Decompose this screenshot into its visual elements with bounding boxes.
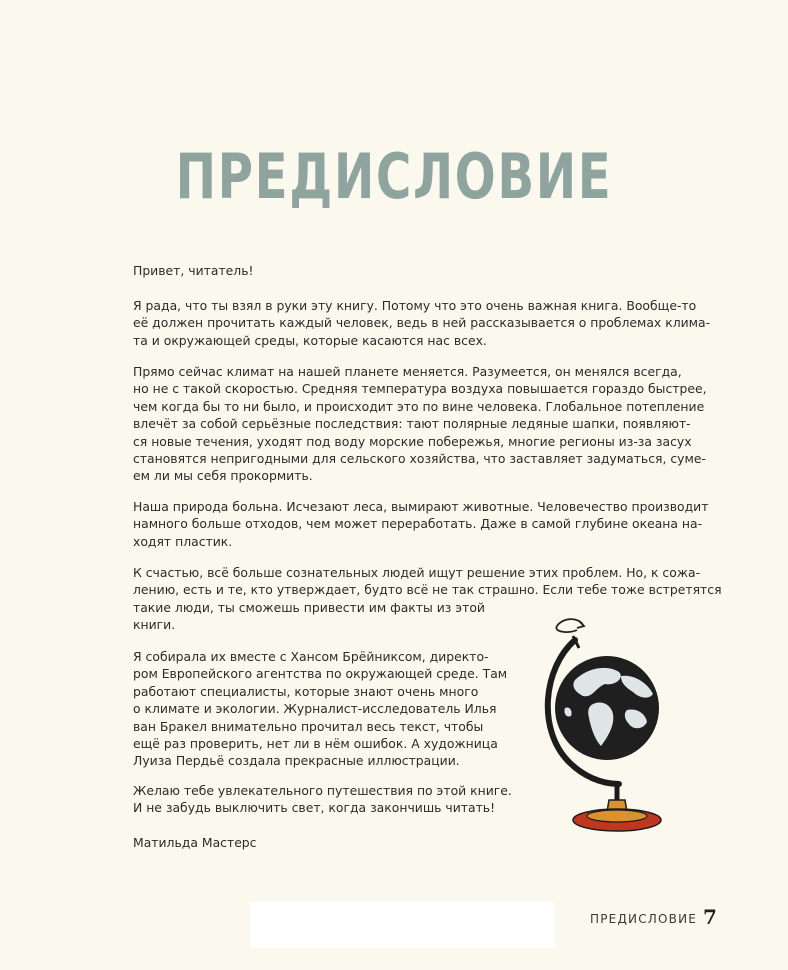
running-head: ПРЕДИСЛОВИЕ (590, 912, 698, 926)
page-title: ПРЕДИСЛОВИЕ (175, 140, 613, 213)
footer-blank-block (250, 902, 555, 948)
globe-icon (535, 612, 675, 842)
signature: Матильда Мастерс (133, 835, 257, 850)
greeting-paragraph: Привет, читатель! (133, 263, 254, 278)
credits-paragraph: Я собирала их вместе с Хансом Брёйниксом, директо- ром Европейского агентства по окружающей среде. Там работают специалисты, которые знают очень много о климате и экологии. Журналист-исследователь Илья ван Бракел внимательно прочитал весь текст, чтобы ещё раз проверить, нет ли в нём ошибок. А художница Луиза Пердьё создала прекрасные иллюстрации. (133, 649, 508, 769)
wishes-paragraph: Желаю тебе увлекательного путешествия по этой книге. И не забудь выключить свет, когда закончишь читать! (133, 783, 512, 816)
hope-paragraph: К счастью, всё больше сознательных людей ищут решение этих проблем. Но, к сожа- лению, есть и те, кто утверждает, будто всё не так страшно. Если тебе тоже встретятся такие люди, ты сможешь привести им факты из этой книги. (133, 565, 722, 633)
climate-paragraph: Прямо сейчас климат на нашей планете меняется. Разумеется, он менялся всегда, но не с такой скоростью. Средняя температура воздуха повышается гораздо быстрее, чем когда бы то ни было, и происходит это по вине человека. Глобальное потепление влечёт за собой серьёзные последствия: тают полярные ледяные шапки, появляют- ся новые течения, уходят под воду морские побережья, многие регионы из-за засух становятся непригодными для сельского хозяйства, что заставляет задуматься, суме- ем ли мы себя прокормить. (133, 364, 707, 484)
intro-paragraph: Я рада, что ты взял в руки эту книгу. Потому что это очень важная книга. Вообще-то её должен прочитать каждый человек, ведь в ней рассказывается о проблемах клима- та и окружающей среды, которые касаются нас всех. (133, 298, 711, 348)
nature-paragraph: Наша природа больна. Исчезают леса, вымирают животные. Человечество производит намного больше отходов, чем может переработать. Даже в самой глубине океана на- ходят пластик. (133, 499, 709, 549)
page-number: 7 (703, 905, 717, 929)
